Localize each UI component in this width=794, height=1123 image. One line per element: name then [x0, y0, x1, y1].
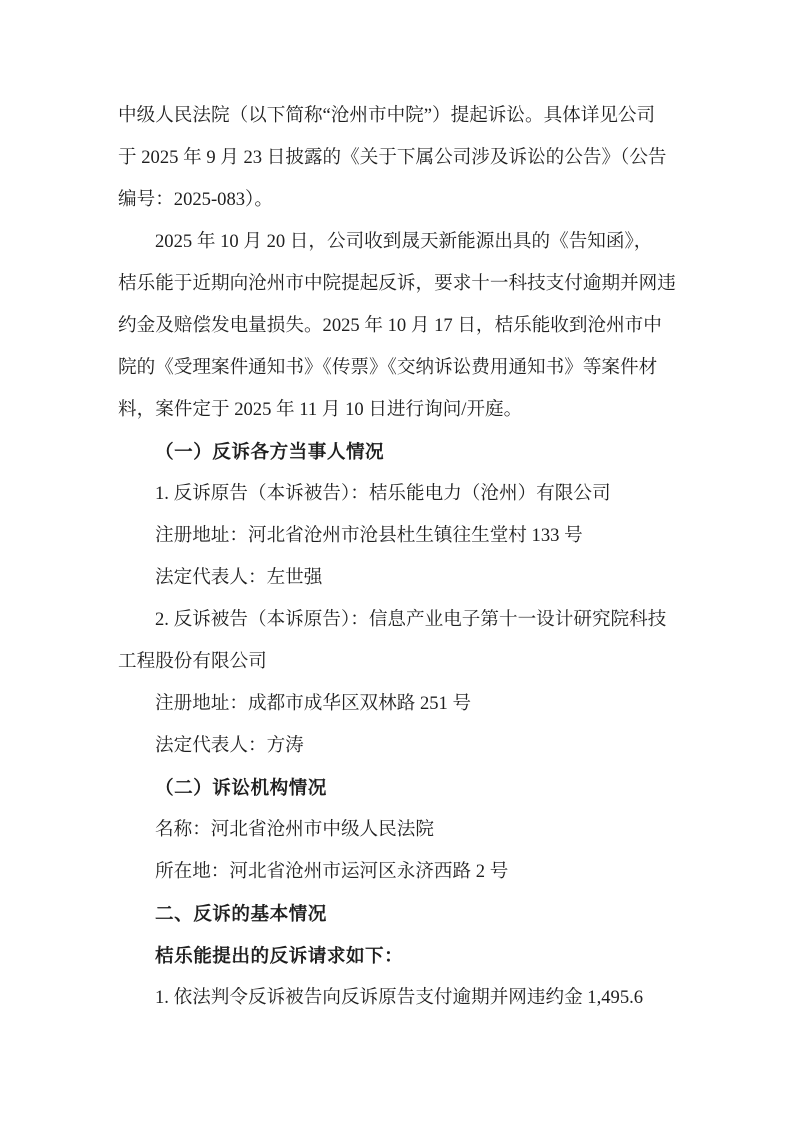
paragraph-line: 编号：2025-083）。	[118, 189, 273, 210]
detail-line: 注册地址：河北省沧州市沧县杜生镇往生堂村 133 号	[155, 525, 583, 546]
paragraph-line: 料，案件定于 2025 年 11 月 10 日进行询问/开庭。	[118, 399, 523, 420]
paragraph-line: 工程股份有限公司	[118, 651, 267, 672]
detail-line: 注册地址：成都市成华区双林路 251 号	[155, 693, 472, 714]
section-heading: （二）诉讼机构情况	[155, 777, 327, 798]
detail-line: 法定代表人：左世强	[155, 567, 323, 588]
paragraph-line: 院的《受理案件通知书》《传票》《交纳诉讼费用通知书》等案件材	[118, 357, 658, 378]
section-heading: 桔乐能提出的反诉请求如下：	[155, 945, 404, 966]
list-item-line: 1. 依法判令反诉被告向反诉原告支付逾期并网违约金 1,495.6	[155, 987, 644, 1008]
paragraph-line: 约金及赔偿发电量损失。2025 年 10 月 17 日，桔乐能收到沧州市中	[118, 315, 662, 336]
detail-line: 法定代表人：方涛	[155, 735, 304, 756]
paragraph-line: 于 2025 年 9 月 23 日披露的《关于下属公司涉及诉讼的公告》（公告	[118, 147, 667, 168]
list-item-line: 1. 反诉原告（本诉被告）：桔乐能电力（沧州）有限公司	[155, 483, 611, 504]
section-heading: 二、反诉的基本情况	[155, 903, 327, 924]
paragraph-line: 2025 年 10 月 20 日，公司收到晟天新能源出具的《告知函》，	[155, 231, 653, 252]
list-item-line: 2. 反诉被告（本诉原告）：信息产业电子第十一设计研究院科技	[155, 609, 667, 630]
paragraph-line: 桔乐能于近期向沧州市中院提起反诉，要求十一科技支付逾期并网违	[118, 273, 676, 294]
section-heading: （一）反诉各方当事人情况	[155, 441, 385, 462]
detail-line: 名称：河北省沧州市中级人民法院	[155, 819, 434, 840]
detail-line: 所在地：河北省沧州市运河区永济西路 2 号	[155, 861, 509, 882]
paragraph-line: 中级人民法院（以下简称“沧州市中院”）提起诉讼。具体详见公司	[118, 105, 656, 126]
